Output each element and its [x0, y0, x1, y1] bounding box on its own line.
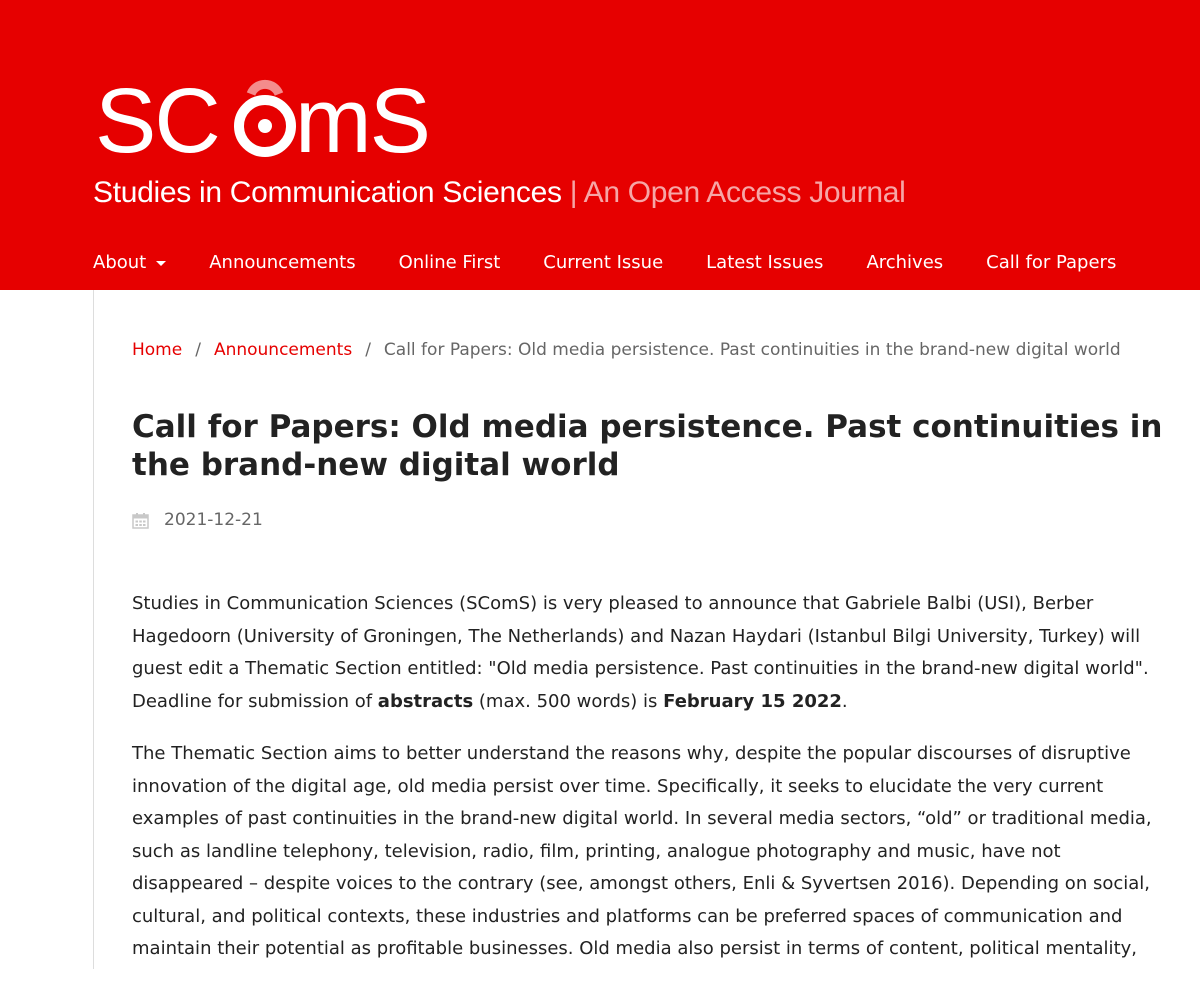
paragraph-text: (max. 500 words) is: [473, 690, 664, 712]
calendar-icon: [132, 512, 149, 529]
page-title: Call for Papers: Old media persistence. Past continuities in the brand-new digital world: [132, 409, 1163, 483]
publish-date: [132, 510, 263, 530]
tagline-sub: An Open Access Journal: [583, 176, 906, 209]
svg-text:SC: SC: [95, 70, 219, 160]
nav-announcements[interactable]: Announcements: [209, 252, 356, 273]
breadcrumb-current: Call for Papers: Old media persistence. Past continuities in the brand-new digital world: [383, 340, 1121, 360]
breadcrumb: [132, 340, 1121, 360]
nav-online-first[interactable]: Online First: [398, 252, 501, 273]
nav-about[interactable]: [93, 252, 166, 273]
emphasis-deadline: February 15 2022: [663, 690, 842, 712]
svg-text:mS: mS: [295, 70, 429, 160]
emphasis-abstracts: abstracts: [377, 690, 474, 712]
site-logo[interactable]: [95, 70, 440, 160]
paragraph-intro: [132, 588, 1172, 718]
nav-latest-issues[interactable]: Latest Issues: [706, 252, 824, 273]
nav-current-issue[interactable]: Current Issue: [543, 252, 664, 273]
sidebar-divider: [93, 290, 94, 969]
chevron-down-icon: [156, 261, 166, 266]
nav-about-label: About: [93, 252, 147, 273]
tagline-separator: |: [569, 176, 578, 209]
breadcrumb-announcements[interactable]: Announcements: [213, 340, 353, 360]
article-body: [132, 588, 1172, 986]
journal-tagline: [93, 176, 906, 210]
paragraph-aims: The Thematic Section aims to better understand the reasons why, despite the popular discourses of disruptive innovation of the digital age, old media persist over time. Specifically, it seeks to elucidate the very current examples of past continuities in the brand-new digital world. In several media sectors, “old” or traditional media, such as landline telephony, television, radio, film, printing, analogue photography and music, have not disappeared – despite voices to the contrary (see, amongst others, Enli & Syvertsen 2016). Depending on social, cultural, and political contexts, these industries and platforms can be preferred spaces of communication and maintain their potential as profitable businesses. Old media also persist in terms of content, political mentality,: [132, 743, 1152, 959]
scoms-logo-mark: [95, 70, 440, 160]
paragraph-text: .: [841, 690, 848, 712]
breadcrumb-separator: /: [195, 340, 201, 360]
breadcrumb-separator: /: [365, 340, 371, 360]
nav-call-for-papers[interactable]: Call for Papers: [986, 252, 1117, 273]
main-nav: [93, 252, 1116, 273]
breadcrumb-home[interactable]: Home: [132, 340, 183, 360]
site-header: [0, 0, 1200, 290]
date-text: 2021-12-21: [164, 510, 263, 530]
tagline-main: Studies in Communication Sciences: [93, 176, 562, 209]
paragraph-text: Studies in Communication Sciences (SComS) is very pleased to announce that Gabriele Balbi (USI), Berber Hagedoorn (University of Groningen, The Netherlands) and Nazan Haydari (Istanbul Bilgi University, Turkey) will guest edit a Thematic Section entitled: "Old media persistence. Past continuities in the brand-new digital world". Deadline for submission of: [132, 593, 1149, 712]
nav-archives[interactable]: Archives: [866, 252, 944, 273]
page-content: [0, 290, 1200, 969]
